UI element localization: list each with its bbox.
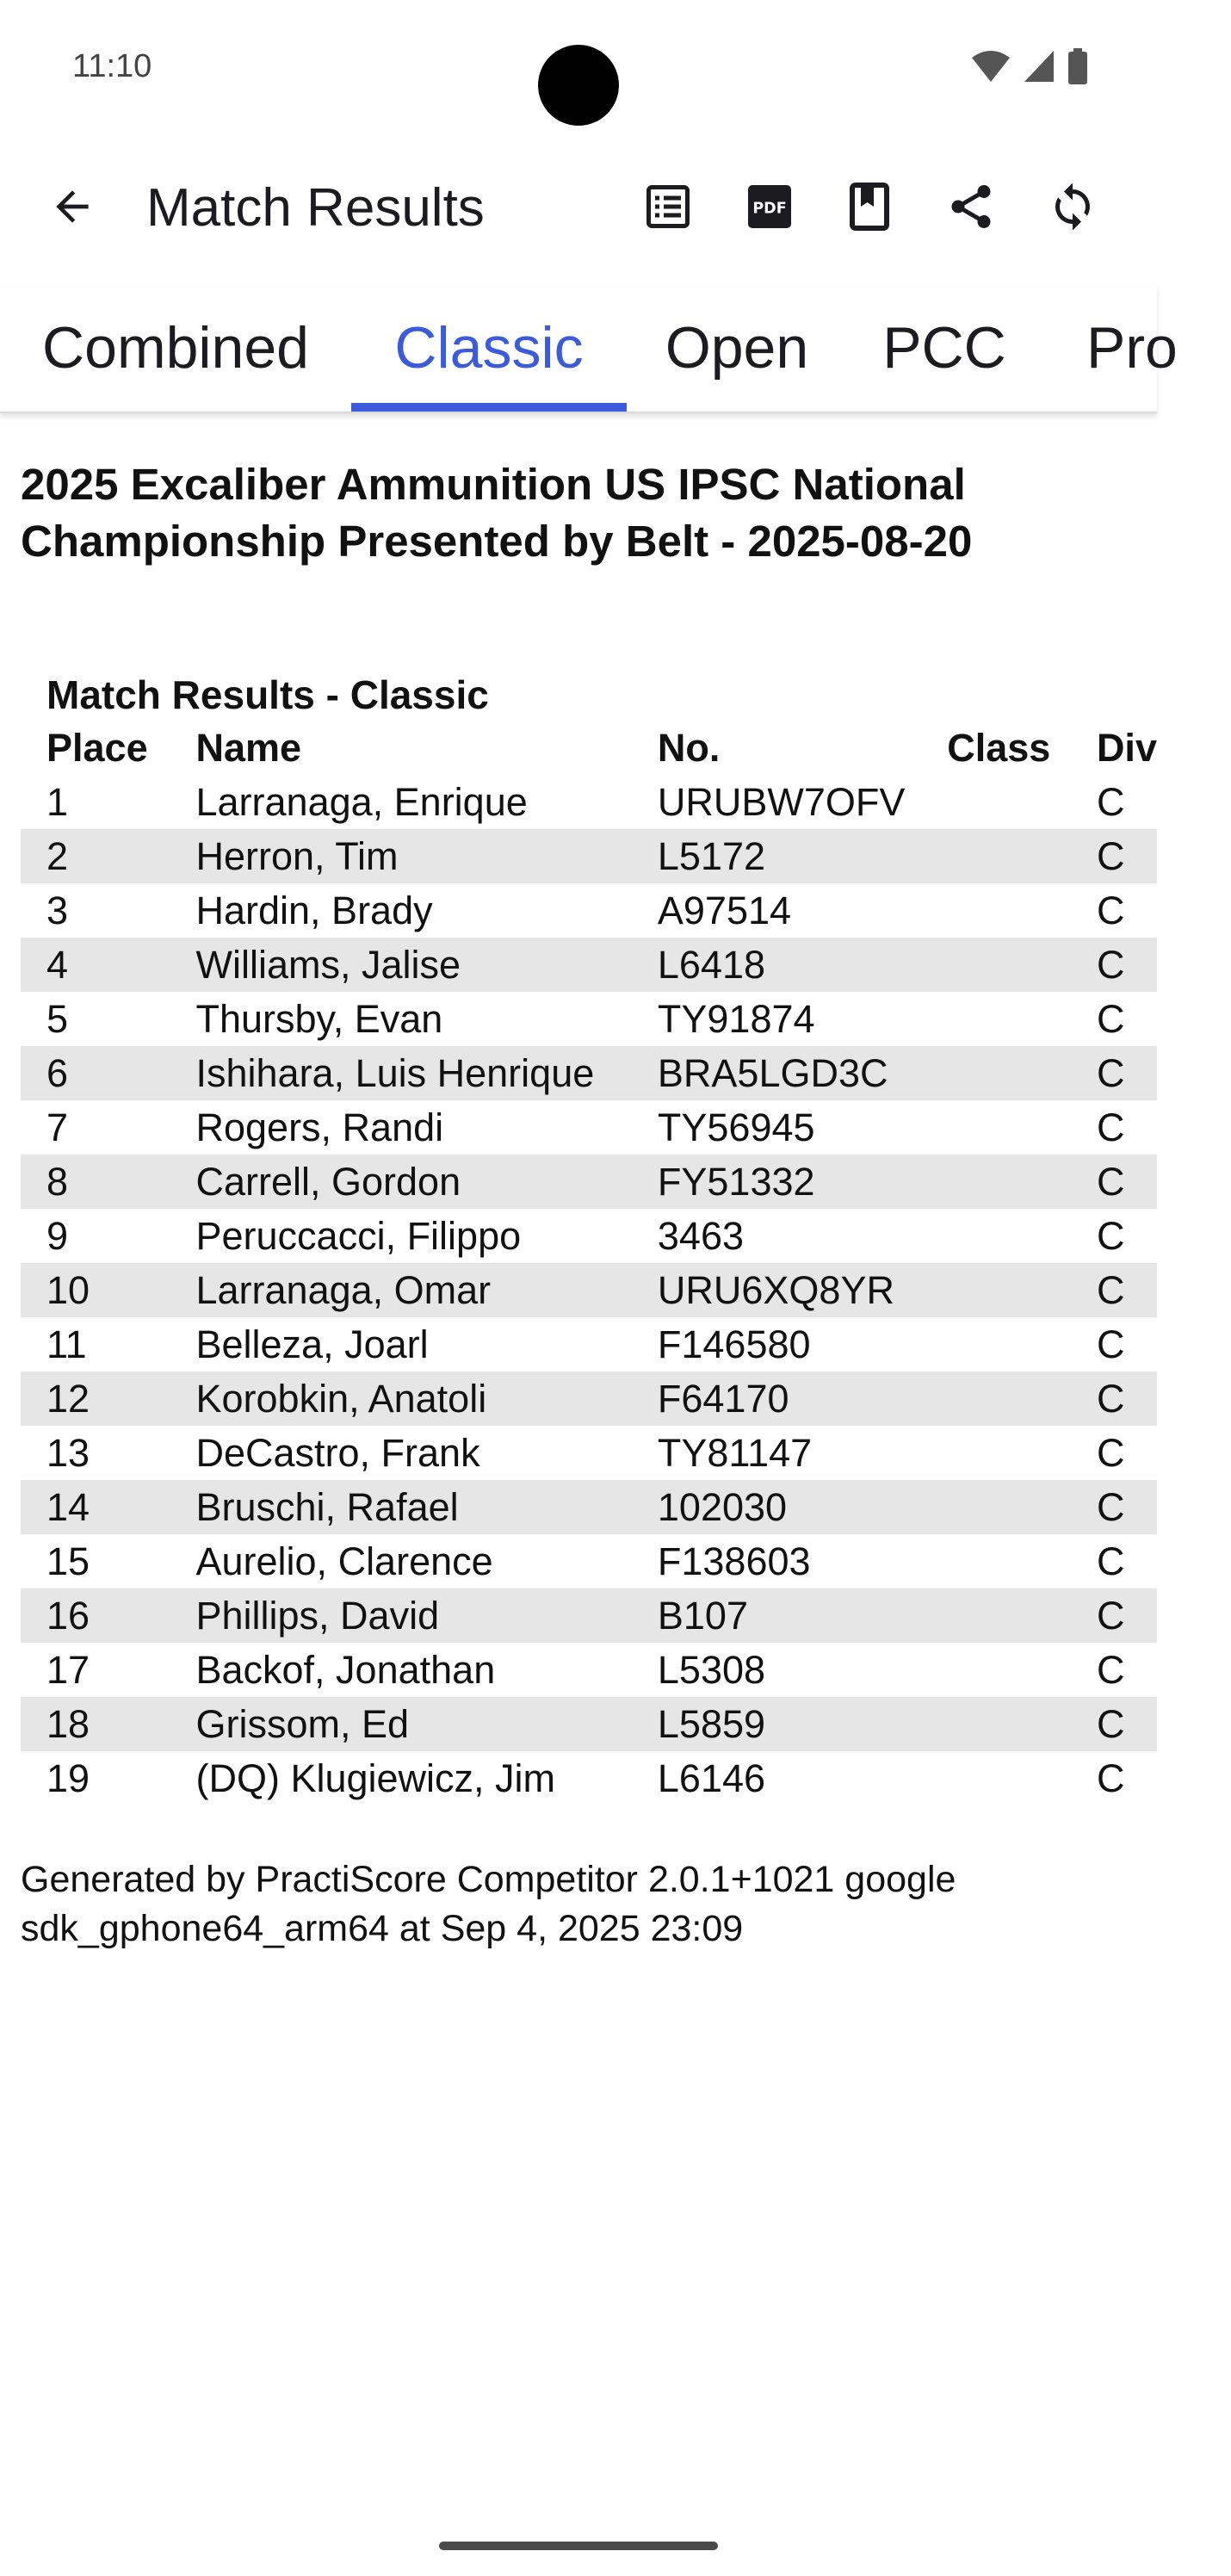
tab-pro[interactable]: Pro: [1086, 315, 1178, 381]
app-bar: [0, 146, 1157, 270]
tab-pcc[interactable]: PCC: [882, 315, 1006, 381]
cell-name: Grissom, Ed: [195, 1697, 657, 1751]
cell-name: Backof, Jonathan: [195, 1647, 496, 1692]
cell-number: L5172: [658, 829, 947, 883]
bookmark-icon: [844, 181, 895, 237]
status-icons: [971, 48, 1088, 84]
battery-icon: [1067, 48, 1088, 84]
cell-class: [947, 1209, 1097, 1263]
svg-text:PDF: PDF: [752, 200, 787, 217]
bookmark-button[interactable]: [835, 174, 904, 243]
page-title: Match Results: [146, 178, 485, 238]
cell-class: [947, 1534, 1097, 1588]
cell-class: [947, 1588, 1097, 1643]
cell-number: A97514: [657, 888, 792, 932]
cell-number: FY51332: [658, 1155, 947, 1209]
cell-name: Herron, Tim: [195, 829, 657, 883]
table-row[interactable]: [21, 775, 1157, 829]
share-button[interactable]: [937, 174, 1005, 243]
cell-place: 7: [46, 1105, 69, 1149]
column-header-name: Name: [195, 726, 302, 770]
table-row[interactable]: [21, 1751, 1157, 1805]
table-row[interactable]: [21, 1643, 1157, 1697]
table-row[interactable]: [21, 1263, 1157, 1317]
status-time: 11:10: [72, 48, 152, 84]
cell-number: 3463: [657, 1213, 744, 1258]
home-indicator[interactable]: [439, 2542, 718, 2550]
cell-name: Larranaga, Omar: [195, 1263, 657, 1317]
cell-number: URU6XQ8YR: [658, 1263, 947, 1317]
cell-name: Thursby, Evan: [195, 996, 443, 1041]
status-bar: [0, 0, 1157, 138]
cell-class: [947, 775, 1097, 829]
cell-division: C: [1096, 779, 1125, 824]
cell-class: [947, 1480, 1097, 1534]
list-icon: [642, 181, 694, 237]
cell-place: 11: [46, 1322, 87, 1366]
cell-place: 8: [21, 1155, 195, 1209]
cell-name: DeCastro, Frank: [195, 1430, 480, 1475]
cell-place: 13: [46, 1430, 90, 1475]
cell-number: TY91874: [657, 996, 815, 1041]
sync-icon: [1047, 181, 1098, 237]
wifi-icon: [971, 49, 1011, 84]
arrow-back-icon: [48, 183, 96, 235]
cell-place: 3: [46, 888, 69, 932]
table-row[interactable]: [21, 1317, 1157, 1372]
cell-place: 1: [46, 779, 69, 824]
table-header-row: [21, 721, 1157, 775]
cell-division: C: [1097, 1155, 1157, 1209]
cell-number: 102030: [658, 1480, 947, 1534]
cell-name: Hardin, Brady: [195, 888, 433, 932]
cell-division: C: [1097, 938, 1157, 992]
cell-class: [947, 883, 1097, 938]
cell-number: L6418: [658, 938, 947, 992]
cell-division: C: [1097, 1480, 1157, 1534]
cell-name: Phillips, David: [195, 1588, 657, 1643]
results-caption: Match Results - Classic: [46, 672, 489, 717]
cell-place: 15: [46, 1539, 90, 1583]
results-table: [21, 721, 1157, 1805]
cell-place: 16: [21, 1588, 195, 1643]
cell-class: [947, 1426, 1097, 1480]
cell-division: C: [1097, 829, 1157, 883]
column-header-division: Div: [1096, 726, 1157, 770]
cell-name: (DQ) Klugiewicz, Jim: [195, 1756, 556, 1800]
cell-class: [947, 992, 1097, 1046]
table-row[interactable]: [21, 829, 1157, 883]
table-row[interactable]: [21, 992, 1157, 1046]
tab-bar: [0, 284, 1178, 413]
cell-class: [947, 1643, 1097, 1697]
table-row[interactable]: [21, 1155, 1157, 1209]
cell-name: Larranaga, Enrique: [195, 779, 528, 824]
cell-place: 5: [46, 996, 69, 1041]
table-row[interactable]: [21, 1426, 1157, 1480]
cell-division: C: [1096, 1213, 1125, 1258]
cell-division: C: [1096, 1105, 1125, 1149]
table-row[interactable]: [21, 1697, 1157, 1751]
cell-number: BRA5LGD3C: [658, 1046, 947, 1100]
cell-division: C: [1096, 888, 1125, 932]
cell-division: C: [1096, 1539, 1125, 1583]
cell-class: [947, 938, 1097, 992]
table-row[interactable]: [21, 1372, 1157, 1426]
table-row[interactable]: [21, 883, 1157, 938]
table-row[interactable]: [21, 1480, 1157, 1534]
list-view-button[interactable]: [634, 174, 702, 243]
cellular-signal-icon: [1023, 49, 1055, 84]
column-header-place: Place: [46, 726, 148, 770]
generated-by-note: Generated by PractiScore Competitor 2.0.1+1021 google sdk_gphone64_arm64 at Sep 4, 2025 23:09: [21, 1859, 956, 1949]
cell-place: 18: [21, 1697, 195, 1751]
cell-name: Peruccacci, Filippo: [195, 1213, 522, 1258]
tab-open[interactable]: Open: [665, 315, 809, 381]
cell-name: Rogers, Randi: [195, 1105, 444, 1149]
cell-place: 19: [46, 1756, 90, 1800]
table-row[interactable]: [21, 1534, 1157, 1588]
cell-number: F146580: [657, 1322, 811, 1366]
camera-cutout: [538, 45, 619, 126]
cell-class: [947, 1046, 1097, 1100]
table-row[interactable]: [21, 1100, 1157, 1155]
cell-division: C: [1096, 996, 1125, 1041]
table-row[interactable]: [21, 938, 1157, 992]
tab-combined[interactable]: Combined: [42, 315, 309, 381]
cell-class: [947, 1697, 1097, 1751]
pdf-export-button[interactable]: [735, 174, 804, 243]
cell-division: C: [1097, 1697, 1157, 1751]
cell-number: URUBW7OFV: [657, 779, 906, 824]
cell-class: [947, 1372, 1097, 1426]
cell-class: [947, 1317, 1097, 1372]
cell-place: 6: [21, 1046, 195, 1100]
cell-name: Carrell, Gordon: [195, 1155, 657, 1209]
column-header-number: No.: [657, 726, 721, 770]
active-tab-indicator: [351, 403, 627, 412]
results-table-body: [21, 775, 1157, 1805]
table-row[interactable]: [21, 1209, 1157, 1263]
share-icon: [945, 181, 997, 237]
cell-place: 12: [21, 1372, 195, 1426]
cell-division: C: [1097, 1046, 1157, 1100]
cell-place: 4: [21, 938, 195, 992]
cell-name: Korobkin, Anatoli: [195, 1372, 657, 1426]
cell-class: [947, 1100, 1097, 1155]
match-title: 2025 Excaliber Ammunition US IPSC National Championship Presented by Belt - 2025-08-20: [21, 460, 973, 566]
cell-division: C: [1096, 1756, 1125, 1800]
cell-place: 14: [21, 1480, 195, 1534]
tab-classic[interactable]: Classic: [394, 315, 584, 381]
column-header-class: Class: [947, 726, 1051, 770]
cell-place: 10: [21, 1263, 195, 1317]
table-row[interactable]: [21, 1588, 1157, 1643]
pdf-icon: [744, 181, 795, 237]
cell-number: TY81147: [657, 1430, 813, 1475]
cell-number: L6146: [657, 1756, 766, 1800]
cell-number: F138603: [657, 1539, 811, 1583]
cell-name: Ishihara, Luis Henrique: [195, 1046, 657, 1100]
cell-name: Aurelio, Clarence: [195, 1539, 493, 1583]
cell-place: 2: [21, 829, 195, 883]
cell-number: F64170: [658, 1372, 947, 1426]
cell-number: L5859: [658, 1697, 947, 1751]
cell-name: Bruschi, Rafael: [195, 1480, 657, 1534]
cell-class: [947, 1751, 1097, 1805]
cell-division: C: [1097, 1263, 1157, 1317]
cell-division: C: [1097, 1588, 1157, 1643]
cell-division: C: [1097, 1372, 1157, 1426]
cell-number: B107: [658, 1588, 947, 1643]
cell-class: [947, 1155, 1097, 1209]
table-row[interactable]: [21, 1046, 1157, 1100]
cell-number: L5308: [657, 1647, 766, 1692]
cell-class: [947, 829, 1097, 883]
cell-name: Williams, Jalise: [195, 938, 657, 992]
cell-place: 17: [46, 1647, 90, 1692]
sync-button[interactable]: [1038, 174, 1107, 243]
cell-division: C: [1096, 1322, 1125, 1366]
cell-division: C: [1096, 1647, 1125, 1692]
cell-class: [947, 1263, 1097, 1317]
cell-name: Belleza, Joarl: [195, 1322, 429, 1366]
cell-place: 9: [46, 1213, 69, 1258]
results-section: [21, 668, 1157, 1805]
cell-division: C: [1096, 1430, 1125, 1475]
cell-number: TY56945: [657, 1105, 815, 1149]
back-button[interactable]: [38, 174, 107, 243]
